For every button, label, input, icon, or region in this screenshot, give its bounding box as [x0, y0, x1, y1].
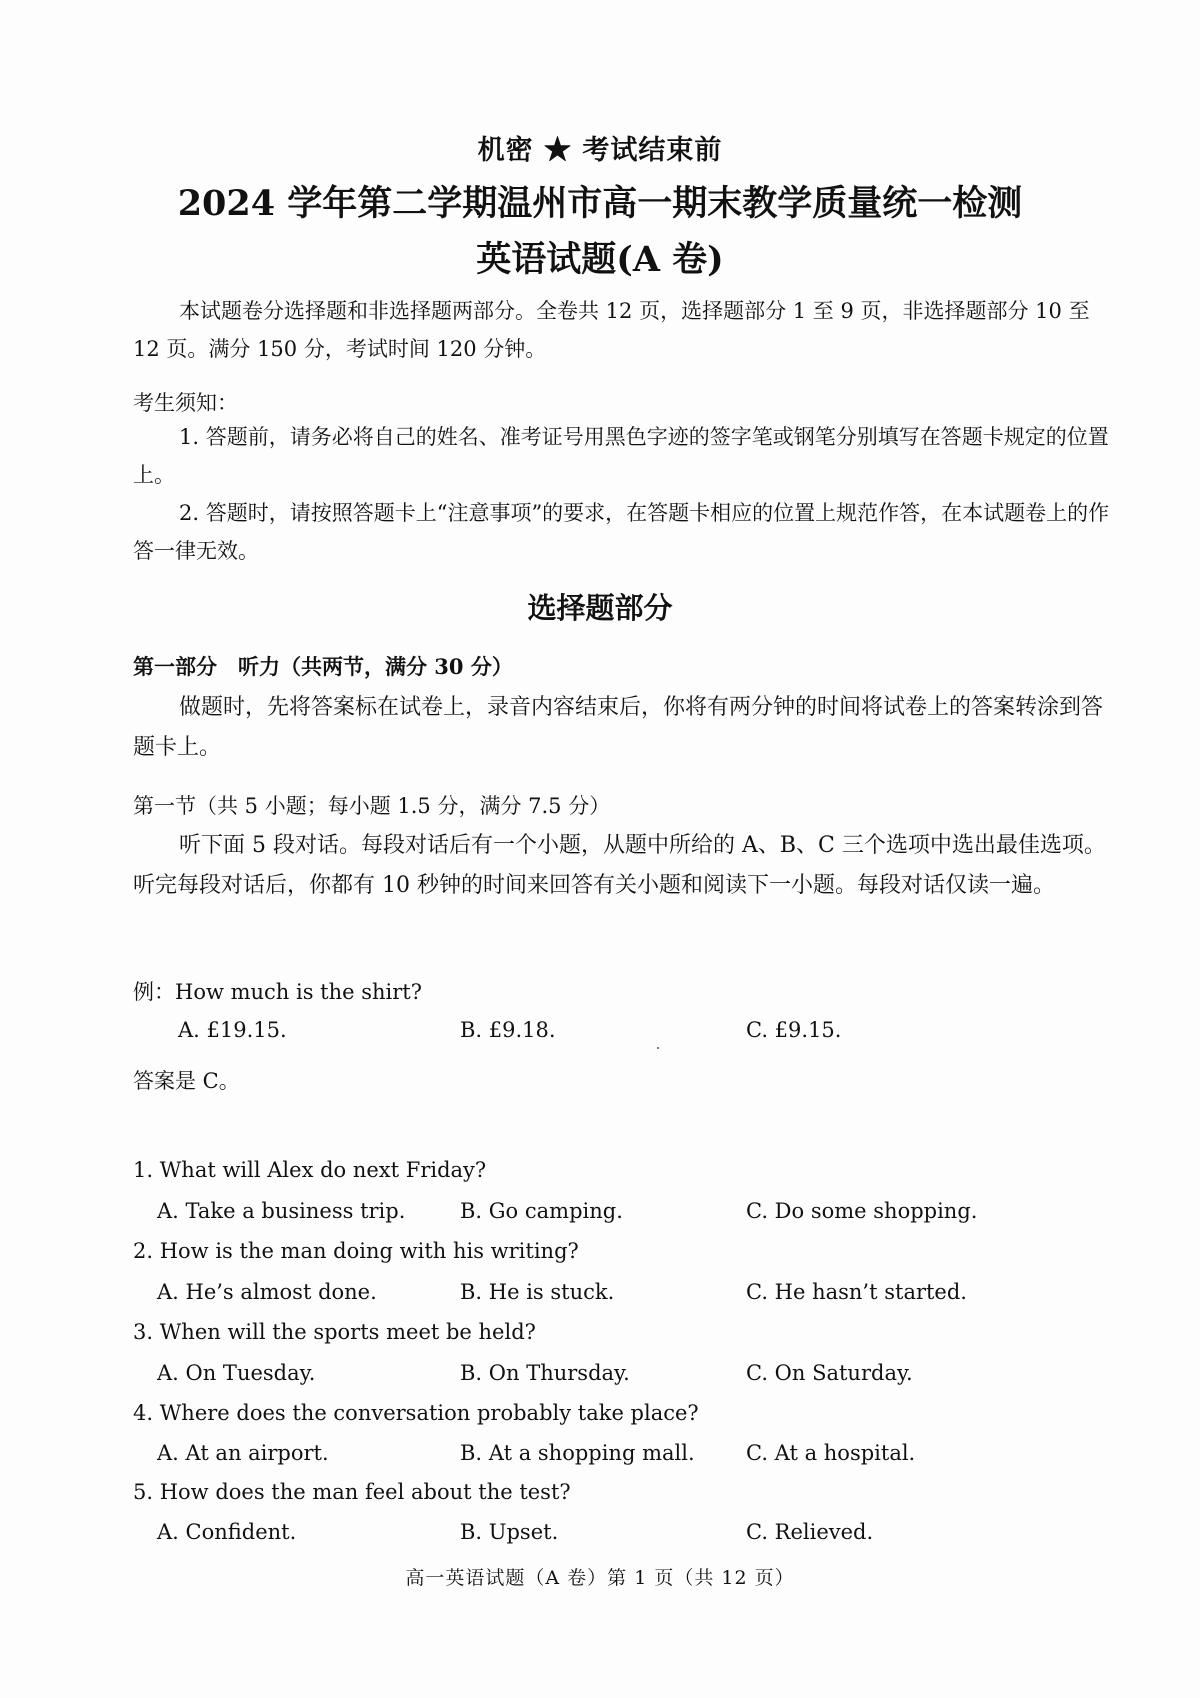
exam-title: 2024 学年第二学期温州市高一期末教学质量统一检测	[177, 183, 1023, 224]
question-text: 1. What will Alex do next Friday?	[133, 1158, 487, 1182]
answer-option: C. Relieved.	[746, 1520, 874, 1544]
answer-option: C. He hasn’t started.	[746, 1280, 967, 1304]
question-text: 5. How does the man feel about the test?	[133, 1480, 571, 1504]
example-option: C. £9.15.	[746, 1018, 842, 1042]
question-text: 4. Where does the conversation probably take place?	[133, 1401, 699, 1425]
answer-option: B. On Thursday.	[460, 1361, 630, 1385]
section-heading: 第一节（共 5 小题；每小题 1.5 分，满分 7.5 分）	[133, 794, 611, 818]
answer-option: C. On Saturday.	[746, 1361, 913, 1385]
example-answer: 答案是 C。	[133, 1069, 240, 1093]
notice-item: 1. 答题前，请务必将自己的姓名、准考证号用黑色字迹的签字笔或钢笔分别填写在答题卡规定的位置上。	[133, 425, 1109, 487]
answer-option: A. At an airport.	[157, 1441, 329, 1465]
answer-option: B. Go camping.	[460, 1199, 623, 1223]
part-description: 做题时，先将答案标在试卷上，录音内容结束后，你将有两分钟的时间将试卷上的答案转涂到答题卡上。	[133, 695, 1104, 760]
example-question: 例：How much is the shirt?	[133, 980, 422, 1004]
answer-option: A. Confident.	[157, 1520, 297, 1544]
answer-option: A. On Tuesday.	[157, 1361, 316, 1385]
page-footer: 高一英语试题（A 卷）第 1 页（共 12 页）	[405, 1567, 795, 1589]
answer-option: A. Take a business trip.	[157, 1199, 406, 1223]
notice-item: 2. 答题时，请按照答题卡上“注意事项”的要求，在答题卡相应的位置上规范作答，在本试题卷上的作答一律无效。	[133, 501, 1110, 563]
exam-subtitle: 英语试题(A 卷)	[476, 239, 724, 280]
notice-heading: 考生须知：	[133, 391, 238, 415]
answer-option: C. At a hospital.	[746, 1441, 916, 1465]
section-title: 选择题部分	[527, 591, 673, 625]
example-option: B. £9.18.	[460, 1018, 556, 1042]
section-description: 听下面 5 段对话。每段对话后有一个小题，从题中所给的 A、B、C 三个选项中选出最佳选项。听完每段对话后，你都有 10 秒钟的时间来回答有关小题和阅读下一小题。每段对话仅读一遍。	[133, 833, 1106, 898]
answer-option: B. He is stuck.	[460, 1280, 615, 1304]
question-text: 2. How is the man doing with his writing?	[133, 1239, 579, 1263]
intro-paragraph: 本试题卷分选择题和非选择题两部分。全卷共 12 页，选择题部分 1 至 9 页，非选择题部分 10 至 12 页。满分 150 分，考试时间 120 分钟。	[133, 299, 1090, 361]
answer-option: B. Upset.	[460, 1520, 559, 1544]
answer-option: C. Do some shopping.	[746, 1199, 978, 1223]
confidential-label: 机密 ★ 考试结束前	[477, 135, 723, 166]
answer-option: A. He’s almost done.	[157, 1280, 377, 1304]
scan-speck	[657, 1047, 659, 1049]
answer-option: B. At a shopping mall.	[460, 1441, 695, 1465]
question-text: 3. When will the sports meet be held?	[133, 1320, 536, 1344]
example-option: A. £19.15.	[178, 1018, 287, 1042]
part-title: 第一部分 听力（共两节，满分 30 分）	[133, 654, 513, 679]
